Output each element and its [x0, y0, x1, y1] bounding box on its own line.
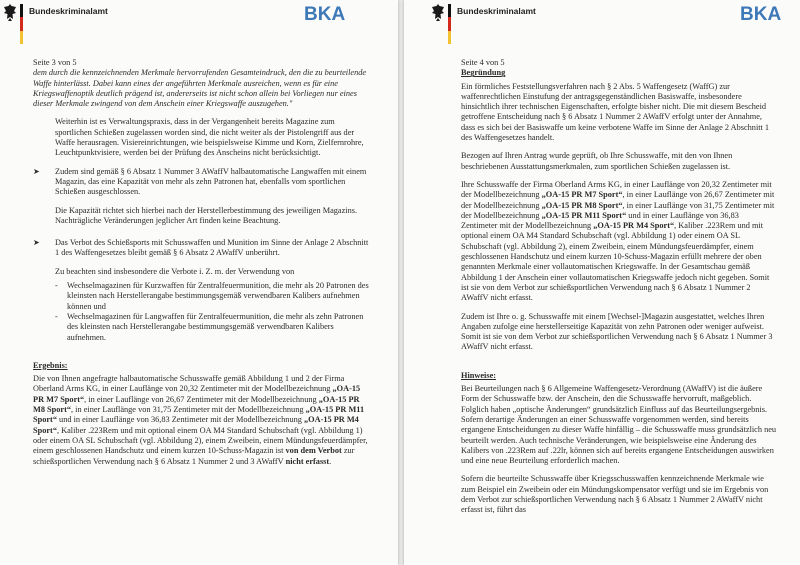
practice-paragraph: Weiterhin ist es Verwaltungspraxis, dass in der Vergangenheit bereits Magazine zum sportlichen Schießen zugelassen worden sind, die nicht weiter als der Pistolengriff aus der Waffe herausragen. Visiereinrichtungen, wie beispielsweise Kimme und Korn, Zielfernrohre, Leuchtpunktvisiere, werden bei der Prüfung des Anscheins nicht berücksichtigt. [55, 117, 364, 158]
bans-list [55, 281, 369, 343]
federal-eagle-icon [431, 3, 445, 23]
result-paragraph: Die von Ihnen angefragte halbautomatische Schusswaffe gemäß Abbildung 1 und 2 der Firma Oberland Arms KG, in einer Lauflänge von 20,32 Zentimeter mit der Modellbezeichnung „OA-15 PR M7 Sport“, in einer Lauflänge von 26,67 Zentimeter mit der Modellbezeichnung „OA-15 PR M8 Sport“, in einer Lauflänge von 31,75 Zentimeter mit der Modellbezeichnung „OA-15 PR M11 Sport“ und in einer Lauflänge von 36,83 Zentimeter mit der Modellbezeichnung „OA-15 PR M4 Sport“, Kaliber .223Rem und mit optional einem OA M4 Standard Schubschaft (vgl. Abbildung 1) oder einem OA SL Schubschaft (vgl. Abbildung 2), einem Zweibein, einem Mündungsfeuerdämpfer, einem geschlossenen Handschutz und einem kurzen 10-Schuss-Magazin ist von dem Verbot zur schießsportlichen Verwendung nach § 6 Absatz 1 Nummer 2 und 3 AWaffV nicht erfasst. [33, 374, 368, 466]
document-page-4 [404, 0, 800, 565]
page-number: Seite 4 von 5 [461, 58, 505, 67]
bullet-text: Das Verbot des Schießsports mit Schusswaffen und Munition im Sinne der Anlage 2 Abschnitt 1 des Waffengesetzes bleibt gemäß § 6 Absatz 2 AWaffV unberührt. [55, 238, 369, 258]
bullet-magazine-capacity [33, 167, 369, 198]
german-flag-stripe [448, 4, 451, 44]
capacity-note: Die Kapazität richtet sich hierbei nach der Herstellerbestimmung des jeweiligen Magazins. Nachträgliche Veränderungen jeglicher Art finden keine Beachtung. [55, 205, 358, 225]
page-4-body [461, 58, 777, 524]
reason-paragraph-4: Zudem ist Ihre o. g. Schusswaffe mit einem [Wechsel-]Magazin ausgestattet, welches Ihren Angaben zufolge eine herstellerseitige Kapazität von zehn Patronen oder weniger aufweist. Somit ist sie von dem Verbot zur schießsportlichen Verwendung nach § 6 Absatz 1 Nummer 3 AWaffV nicht erfasst. [461, 311, 773, 352]
notes-paragraph-2: Sofern die beurteilte Schusswaffe über Kriegsschusswaffen kennzeichnende Merkmale wie zum Beispiel ein Zweibein oder ein Mündungskompensator verfügt und sie im Ergebnis von dem Verbot zur schießsportlichen Verwendung nach § 6 Absatz 1 Nummer 2 AWaffV nicht erfasst ist, führt das [461, 474, 769, 515]
quote-paragraph: dem durch die kennzeichnenden Merkmale hervorrufenden Gesamteindruck, den die zu beurteilende Waffe hinterlässt. Dabei kann eines der angeführten Merkmale ausreichen, wenn es für eine Kriegswaffenoptik deutlich prägend ist, andererseits ist nicht schon allein bei Vorliegen nur eines dieser Merkmale zwingend von dem Anschein einer Kriegswaffe auszugehen." [33, 68, 367, 109]
german-flag-stripe [20, 4, 23, 44]
result-heading: Ergebnis: [33, 360, 68, 370]
authority-name: Bundeskriminalamt [29, 6, 108, 16]
authority-name: Bundeskriminalamt [457, 6, 536, 16]
reason-paragraph-2: Bezogen auf Ihren Antrag wurde geprüft, ob Ihre Schusswaffe, mit den von Ihnen beschriebenen Ausstattungsmerkmalen, zum sportlichen Schießen zugelassen ist. [461, 151, 733, 171]
notes-heading: Hinweise: [461, 370, 497, 380]
bullet-text: Zudem sind gemäß § 6 Absatz 1 Nummer 3 AWaffV halbautomatische Langwaffen mit einem Magazin, das eine Kapazität von mehr als zehn Patronen hat, ebenfalls vom sportlichen Schießen ausgeschlossen. [55, 166, 367, 197]
federal-eagle-icon [3, 3, 17, 23]
list-item: - Wechselmagazinen für Langwaffen für Zentralfeuermunition, die mehr als zehn Patronen des kleinsten nach Herstellerangabe bestimmungsgemäß verwendbaren Kalibers aufnehmen. [55, 312, 369, 343]
bka-logo: BKA [304, 4, 346, 25]
page-3-body [33, 58, 369, 475]
arrow-bullet-icon: ➤ [33, 238, 40, 248]
notes-paragraph-1: Bei Beurteilungen nach § 6 Allgemeine Waffengesetz-Verordnung (AWaffV) ist die äußere Form der Schusswaffe bzw. der Anschein, den die Schusswaffe hervorruft, maßgeblich. Folglich haben „optische Änderungen“ grundsätzlich Einfluss auf das Beurteilungsergebnis. Sofern derartige Änderungen an einer Schusswaffe vorgenommen werden, sind bereits ergangene Entscheidungen zu dieser Waffe hinfällig – die Schusswaffe muss grundsätzlich neu beurteilt werden. Auch technische Veränderungen, wie beispielsweise eine Änderung des Kalibers von .223Rem auf .22lr, können sich auf bereits ergangene Entscheidungen auswirken und eine neue Beurteilung erforderlich machen. [461, 384, 777, 466]
bka-logo: BKA [740, 4, 782, 25]
reason-heading: Begründung [461, 68, 506, 78]
bans-intro: Zu beachten sind insbesondere die Verbote i. Z. m. der Verwendung von [55, 266, 295, 276]
page-number: Seite 3 von 5 [33, 58, 77, 67]
bullet-sport-ban [33, 238, 369, 259]
reason-paragraph-1: Ein förmliches Feststellungsverfahren nach § 2 Abs. 5 Waffengesetz (WaffG) zur waffenrechtlichen Einstufung der antragsgegenständlichen Basiswaffe, insbesondere hinsichtlich ihrer technischen Eigenschaften, erfolgte bisher nicht. Die mit diesem Bescheid getroffene Entscheidung nach § 6 Absatz 1 Nummer 2 AWaffV erfolgt unter der Annahme, dass es sich bei der Basiswaffe um keine verbotene Waffe im Sinne der Anlage 2 Abschnitt 1 des Waffengesetzes handelt. [461, 81, 770, 143]
list-item: - Wechselmagazinen für Kurzwaffen für Zentralfeuermunition, die mehr als 20 Patronen des kleinsten nach Herstellerangabe bestimmungsgemäß verwendbaren Kalibers aufnehmen können und [55, 281, 369, 312]
document-page-3 [0, 0, 398, 565]
arrow-bullet-icon: ➤ [33, 166, 40, 176]
reason-paragraph-3: Ihre Schusswaffe der Firma Oberland Arms KG, in einer Lauflänge von 20,32 Zentimeter mit der Modellbezeichnung „OA-15 PR M7 Sport“, in einer Lauflänge von 26,67 Zentimeter mit der Modellbezeichnung „OA-15 PR M8 Sport“, in einer Lauflänge von 31,75 Zentimeter mit der Modellbezeichnung „OA-15 PR M11 Sport“ und in einer Lauflänge von 36,83 Zentimeter mit der Modellbezeichnung „OA-15 PR M4 Sport“, Kaliber .223Rem und mit optional einem OA M4 Standard Schubschaft (vgl. Abbildung 1) oder einem OA SL Schubschaft (vgl. Abbildung 2), einem Zweibein, einem Mündungsfeuerdämpfer, einem geschlossenen Handschutz und einem kurzen 10-Schuss-Magazin erfüllt mehrere der oben genannten Merkmale einer vollautomatischen Kriegswaffe. In der Gesamtschau gemäß Abbildung 1 der Anschein einer vollautomatischen Kriegswaffe jedoch nicht gegeben. Somit ist sie von dem Verbot zur schießsportlichen Verwendung nach § 6 Absatz 1 Nummer 2 AWaffV nicht erfasst. [461, 179, 775, 303]
